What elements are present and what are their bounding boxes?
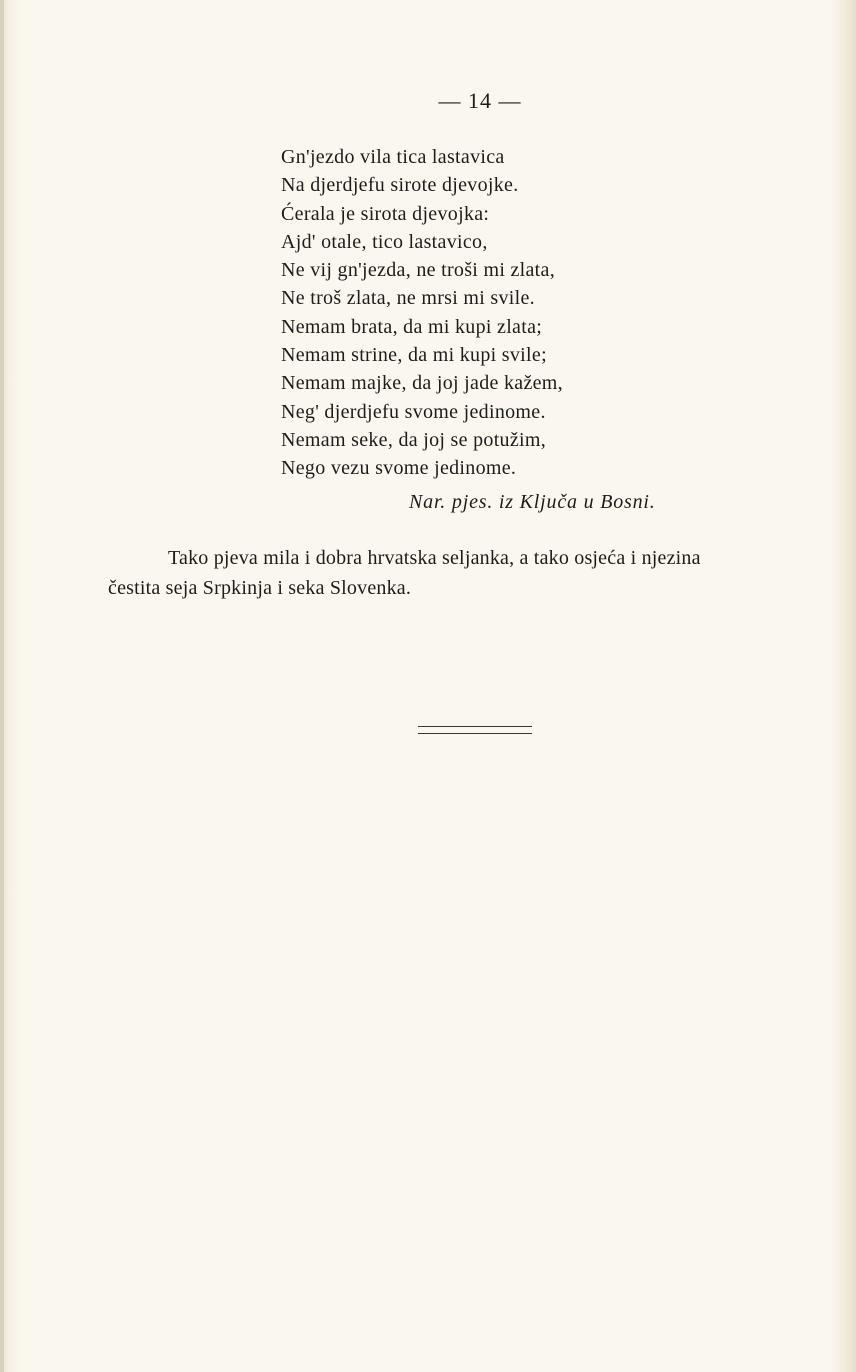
poem-line: Gn'jezdo vila tica lastavica <box>281 146 505 168</box>
prose-line: čestita seja Srpkinja i seka Slovenka. <box>108 577 412 599</box>
poem-line: Nego vezu svome jedinome. <box>281 457 517 480</box>
poem-line: Ne troš zlata, ne mrsi mi svile. <box>281 287 535 310</box>
page-number: — 14 — <box>438 88 522 113</box>
poem-line: Neg' djerdjefu svome jedinome. <box>281 400 546 423</box>
prose-line: Tako pjeva mila i dobra hrvatska seljanka, a tako osjeća i njezina <box>168 547 701 569</box>
page-spine-edge <box>0 0 4 1372</box>
poem-line: Nemam strine, da mi kupi svile; <box>281 344 547 367</box>
section-end-double-rule <box>418 726 532 734</box>
poem-line: Nemam majke, da joj jade kažem, <box>281 372 563 395</box>
poem <box>281 143 563 483</box>
poem-line: Ne vij gn'jezda, ne troši mi zlata, <box>281 259 556 282</box>
poem-line: Na djerdjefu sirote djevojke. <box>281 174 519 197</box>
poem-line: Ćerala je sirota djevojka: <box>281 202 490 225</box>
poem-line: Nemam brata, da mi kupi zlata; <box>281 315 543 338</box>
poem-attribution: Nar. pjes. iz Ključa u Bosni. <box>409 491 656 513</box>
poem-line: Nemam seke, da joj se potužim, <box>281 428 547 451</box>
prose-paragraph <box>108 543 848 603</box>
poem-line: Ajd' otale, tico lastavico, <box>281 230 488 253</box>
